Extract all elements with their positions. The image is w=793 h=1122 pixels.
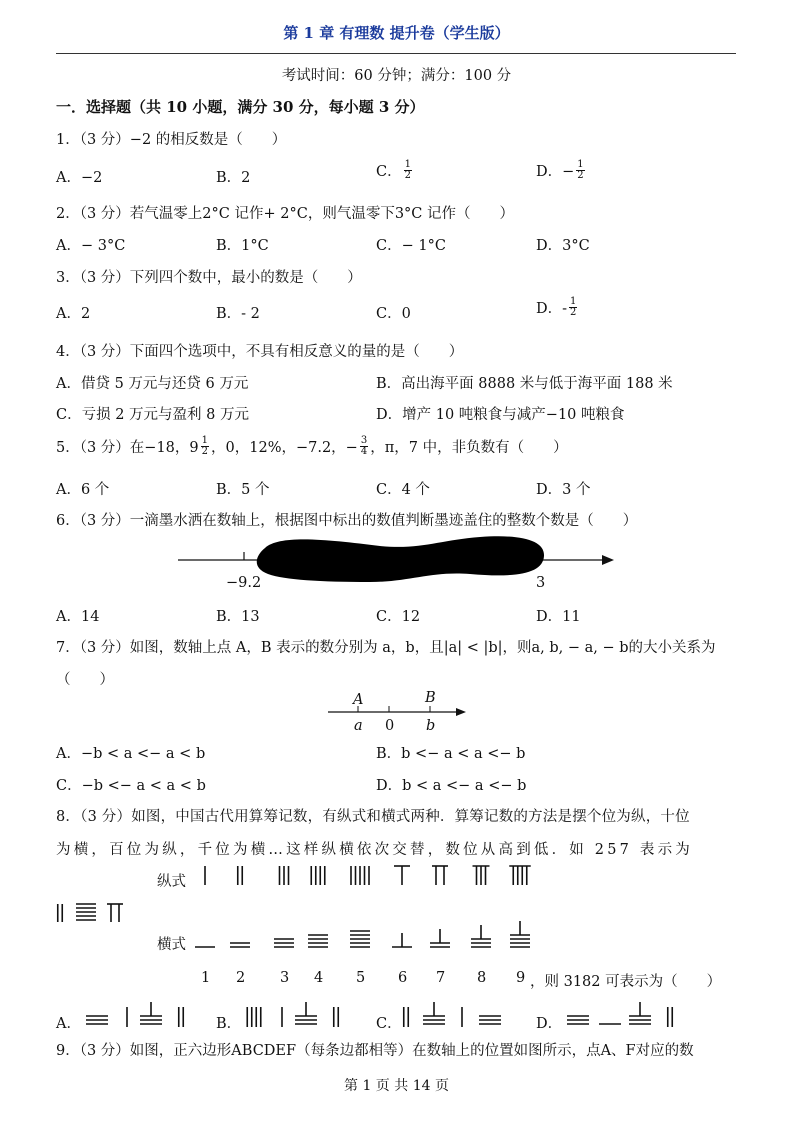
q6-option-d: D．11 — [536, 609, 581, 625]
q4-option-a: A．借贷 5 万元与还贷 6 万元 — [56, 376, 249, 392]
q2-option-d: D．3°C — [536, 238, 590, 254]
q1-stem: 1．（3 分）−2 的相反数是（ ） — [56, 132, 287, 148]
q7-stem-bracket: （ ） — [56, 672, 114, 688]
q8-option-b: B． — [216, 1016, 242, 1032]
q7-label-A: A — [353, 692, 364, 708]
q3-d-numerator: 1 — [570, 296, 577, 307]
q6-label-left: −9.2 — [226, 575, 262, 591]
q7-option-d: D．b < a <− a <− b — [376, 778, 527, 794]
q1-option-b: B．2 — [216, 170, 251, 186]
q8-stem-line2: 为横，百位为纵，千位为横…这样纵横依次交替，数位从高到低．如 257 表示为 — [56, 842, 693, 858]
q5-stem-suffix: ，π，7 中，非负数有（ ） — [370, 440, 568, 456]
q7-label-B: B — [425, 690, 436, 706]
q4-stem: 4．（3 分）下面四个选项中，不具有相反意义的量的是（ ） — [56, 344, 464, 360]
q2-option-c: C．− 1°C — [376, 238, 446, 254]
q8-digit-label: 4 — [314, 970, 324, 986]
q6-option-c: C．12 — [376, 609, 421, 625]
q5-option-a: A．6 个 — [56, 482, 110, 498]
q7-stem: 7．（3 分）如图，数轴上点 A，B 表示的数分别为 a，b，且|a| < |b|，则a, b, − a, − b的大小关系为 — [56, 640, 716, 656]
q3-option-a: A．2 — [56, 306, 91, 322]
q3-stem: 3．（3 分）下列四个数中，最小的数是（ ） — [56, 270, 362, 286]
q1-d-denominator: 2 — [577, 170, 584, 181]
q5-stem-middle: ，0，12%，−7.2，− — [211, 440, 358, 456]
q1-c-denominator: 2 — [404, 170, 411, 181]
q8-horizontal-label: 横式 — [157, 937, 186, 953]
q1-option-d-prefix: D．− — [536, 164, 575, 180]
q8-stem-tail: ，则 3182 可表示为（ ） — [530, 974, 722, 990]
q5-option-c: C．4 个 — [376, 482, 430, 498]
q7-option-a: A．−b < a <− a < b — [56, 746, 206, 762]
q1-c-numerator: 1 — [404, 159, 411, 170]
q7-label-a: a — [354, 718, 363, 734]
q5-option-b: B．5 个 — [216, 482, 270, 498]
q3-option-b: B．- 2 — [216, 306, 260, 322]
q8-digit-label: 1 — [201, 970, 211, 986]
q6-option-a: A．14 — [56, 609, 100, 625]
q4-option-c: C．亏损 2 万元与盈利 8 万元 — [56, 407, 249, 423]
q6-stem: 6．（3 分）一滴墨水洒在数轴上，根据图中标出的数值判断墨迹盖住的整数个数是（ ） — [56, 513, 638, 529]
page-title: 第 1 章 有理数 提升卷（学生版） — [283, 24, 510, 42]
q8-option-a: A． — [56, 1016, 81, 1032]
q8-digit-label: 9 — [516, 970, 526, 986]
q8-digit-label: 3 — [280, 970, 290, 986]
q5-mixed-numerator: 1 — [201, 435, 209, 446]
q6-label-right: 3 — [536, 575, 546, 591]
q3-option-c: C．0 — [376, 306, 411, 322]
q5-fraction-numerator: 3 — [360, 435, 368, 446]
q8-option-d: D． — [536, 1016, 563, 1032]
q8-digit-label: 6 — [398, 970, 408, 986]
q1-d-numerator: 1 — [577, 159, 584, 170]
q1-option-c-prefix: C． — [376, 164, 402, 180]
q3-option-d-prefix: D．- — [536, 301, 568, 317]
q1-option-a: A．−2 — [56, 170, 103, 186]
q8-option-c: C． — [376, 1016, 402, 1032]
q7-label-b: b — [426, 718, 436, 734]
q8-stem-line1: 8．（3 分）如图，中国古代用算筹记数，有纵式和横式两种．算筹记数的方法是摆个位为纵，十位 — [56, 809, 690, 825]
q4-option-d: D．增产 10 吨粮食与减产−10 吨粮食 — [376, 407, 625, 423]
q9-stem: 9．（3 分）如图，正六边形ABCDEF（每条边都相等）在数轴上的位置如图所示，点A、F对应的数 — [56, 1043, 694, 1059]
q5-option-d: D．3 个 — [536, 482, 591, 498]
exam-info: 考试时间：60 分钟；满分：100 分 — [281, 68, 512, 84]
q8-digit-label: 7 — [436, 970, 446, 986]
q2-option-b: B．1°C — [216, 238, 269, 254]
q6-option-b: B．13 — [216, 609, 260, 625]
page-footer: 第 1 页 共 14 页 — [344, 1078, 449, 1094]
q2-stem: 2．（3 分）若气温零上2°C 记作+ 2°C，则气温零下3°C 记作（ ） — [56, 206, 514, 222]
q5-stem-prefix: 5．（3 分）在−18，9 — [56, 440, 199, 456]
q3-d-denominator: 2 — [570, 307, 577, 318]
q7-option-b: B．b <− a < a <− b — [376, 746, 526, 762]
q5-fraction-denominator: 4 — [360, 446, 368, 457]
q8-digit-label: 8 — [477, 970, 487, 986]
q5-mixed-denominator: 2 — [201, 446, 209, 457]
q2-option-a: A．− 3°C — [56, 238, 126, 254]
q7-option-c: C．−b <− a < a < b — [56, 778, 206, 794]
section-heading: 一．选择题（共 10 小题，满分 30 分，每小题 3 分） — [56, 98, 425, 116]
q4-option-b: B．高出海平面 8888 米与低于海平面 188 米 — [376, 376, 673, 392]
q8-vertical-label: 纵式 — [157, 874, 186, 890]
q8-digit-label: 5 — [356, 970, 366, 986]
q7-label-0: 0 — [385, 718, 395, 734]
q8-digit-label: 2 — [236, 970, 246, 986]
